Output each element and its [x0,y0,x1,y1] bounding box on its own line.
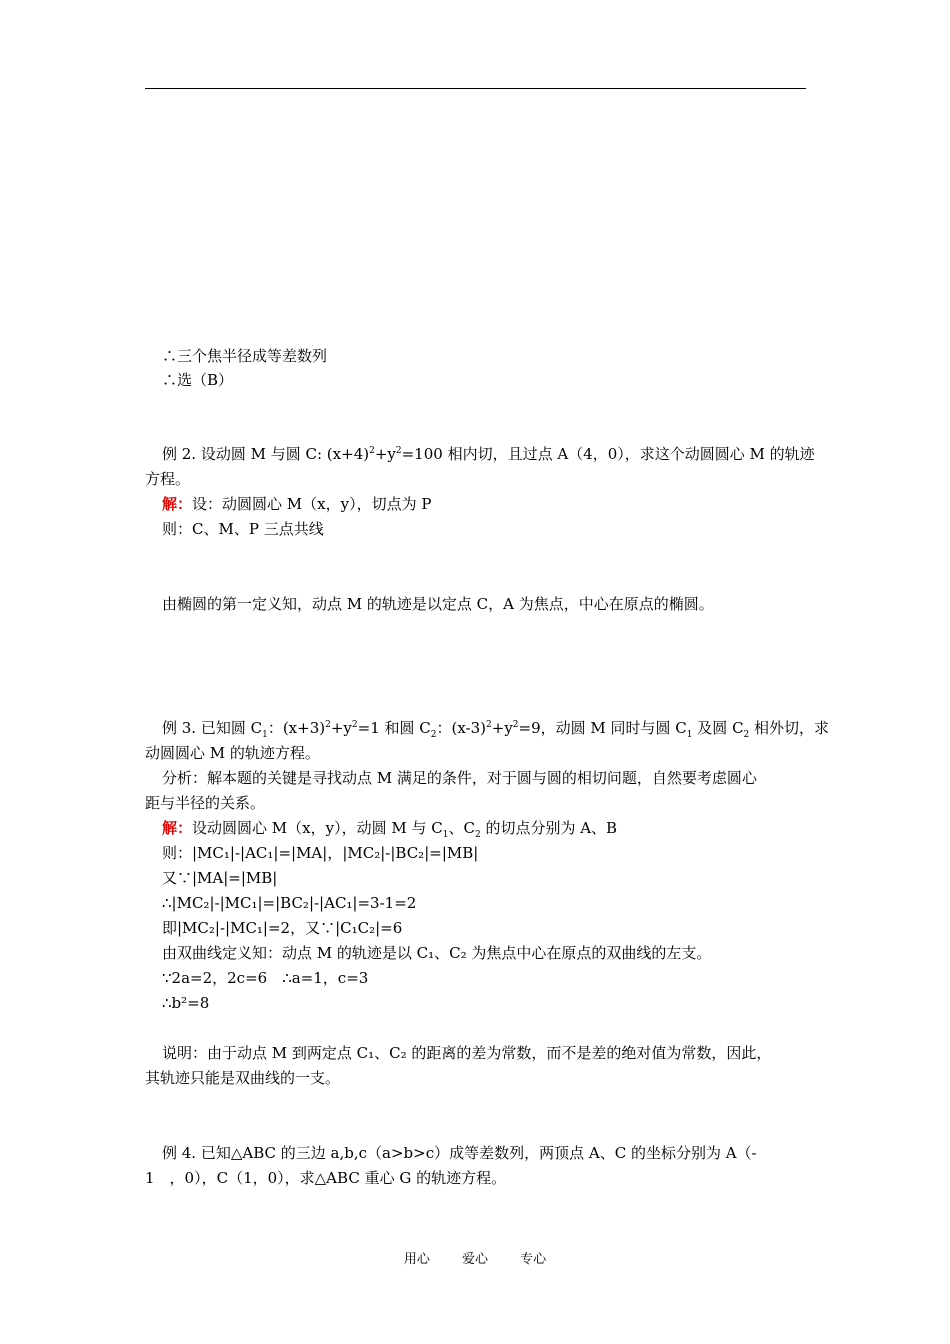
solution-label: 解： [162,495,193,513]
ex3-solution-line4: ∴|MC₂|-|MC₁|=|BC₂|-|AC₁|=3-1=2 [162,894,417,912]
footer-word: 专心 [520,1252,547,1267]
ex1-answer-line: ∴选（B） [162,371,234,389]
ex2-solution-line2: 则：C、M、P 三点共线 [162,520,324,538]
ex3-question-line1: 例 3. 已知圆 $C_1$：$(x+3)^2+y^2=1$ 和圆 $C_2$：$(x-3)^2+y^2=9$，动圆 M 同时与圆 $C_1$ 及圆 $C_2$ 相外切，求 [162,719,830,740]
ex3-solution-line5: 即|MC₂|-|MC₁|=2，又∵|C₁C₂|=6 [162,919,403,937]
ex2-conclusion: 由椭圆的第一定义知，动点 M 的轨迹是以定点 C，A 为焦点，中心在原点的椭圆。 [162,595,714,613]
ex4-question-line1: 例 4. 已知△ABC 的三边 a,b,c（a>b>c）成等差数列，两顶点 A、C 的坐标分别为 A（- [162,1144,757,1162]
ex3-solution-line7: ∵2a=2，2c=6 ∴a=1，c=3 [162,969,369,987]
ex1-conclusion-line: ∴三个焦半径成等差数列 [162,347,328,365]
header-rule [145,88,806,89]
ex3-question-line2: 动圆圆心 M 的轨迹方程。 [145,744,320,762]
footer-word: 用心 [403,1252,430,1267]
footer-word: 爱心 [461,1252,488,1267]
ex3-analysis-line1: 分析：解本题的关键是寻找动点 M 满足的条件，对于圆与圆的相切问题，自然要考虑圆心 [162,769,757,787]
ex3-solution-line3: 又∵|MA|=|MB| [162,869,278,887]
solution-label: 解： [162,819,193,837]
ex4-question-line2: 1 ，0），C（1，0），求△ABC 重心 G 的轨迹方程。 [145,1169,507,1187]
ex3-solution-line8: ∴b²=8 [162,994,210,1012]
page-footer [0,1248,950,1267]
ex3-solution-line6: 由双曲线定义知：动点 M 的轨迹是以 C₁、C₂ 为焦点中心在原点的双曲线的左支。 [162,944,712,962]
ex2-question-line1: 例 2. 设动圆 M 与圆 C: $(x+4)^2+y^2=100$ 相内切，且过点 A（4，0），求这个动圆圆心 M 的轨迹 [162,445,815,463]
ex2-solution-line1: 解：设：动圆圆心 M（x，y），切点为 P [162,495,432,513]
ex3-solution-line2: 则：|MC₁|-|AC₁|=|MA|，|MC₂|-|BC₂|=|MB| [162,844,479,862]
ex3-note-line2: 其轨迹只能是双曲线的一支。 [145,1069,341,1087]
ex3-analysis-line2: 距与半径的关系。 [145,794,266,812]
ex2-question-line2: 方程。 [145,470,191,488]
ex3-solution-line1: 解：设动圆圆心 M（x，y），动圆 M 与 $C_1$、$C_2$ 的切点分别为 A、B [162,819,618,840]
ex3-note-line1: 说明：由于动点 M 到两定点 C₁、C₂ 的距离的差为常数，而不是差的绝对值为常数，因此， [162,1044,772,1062]
